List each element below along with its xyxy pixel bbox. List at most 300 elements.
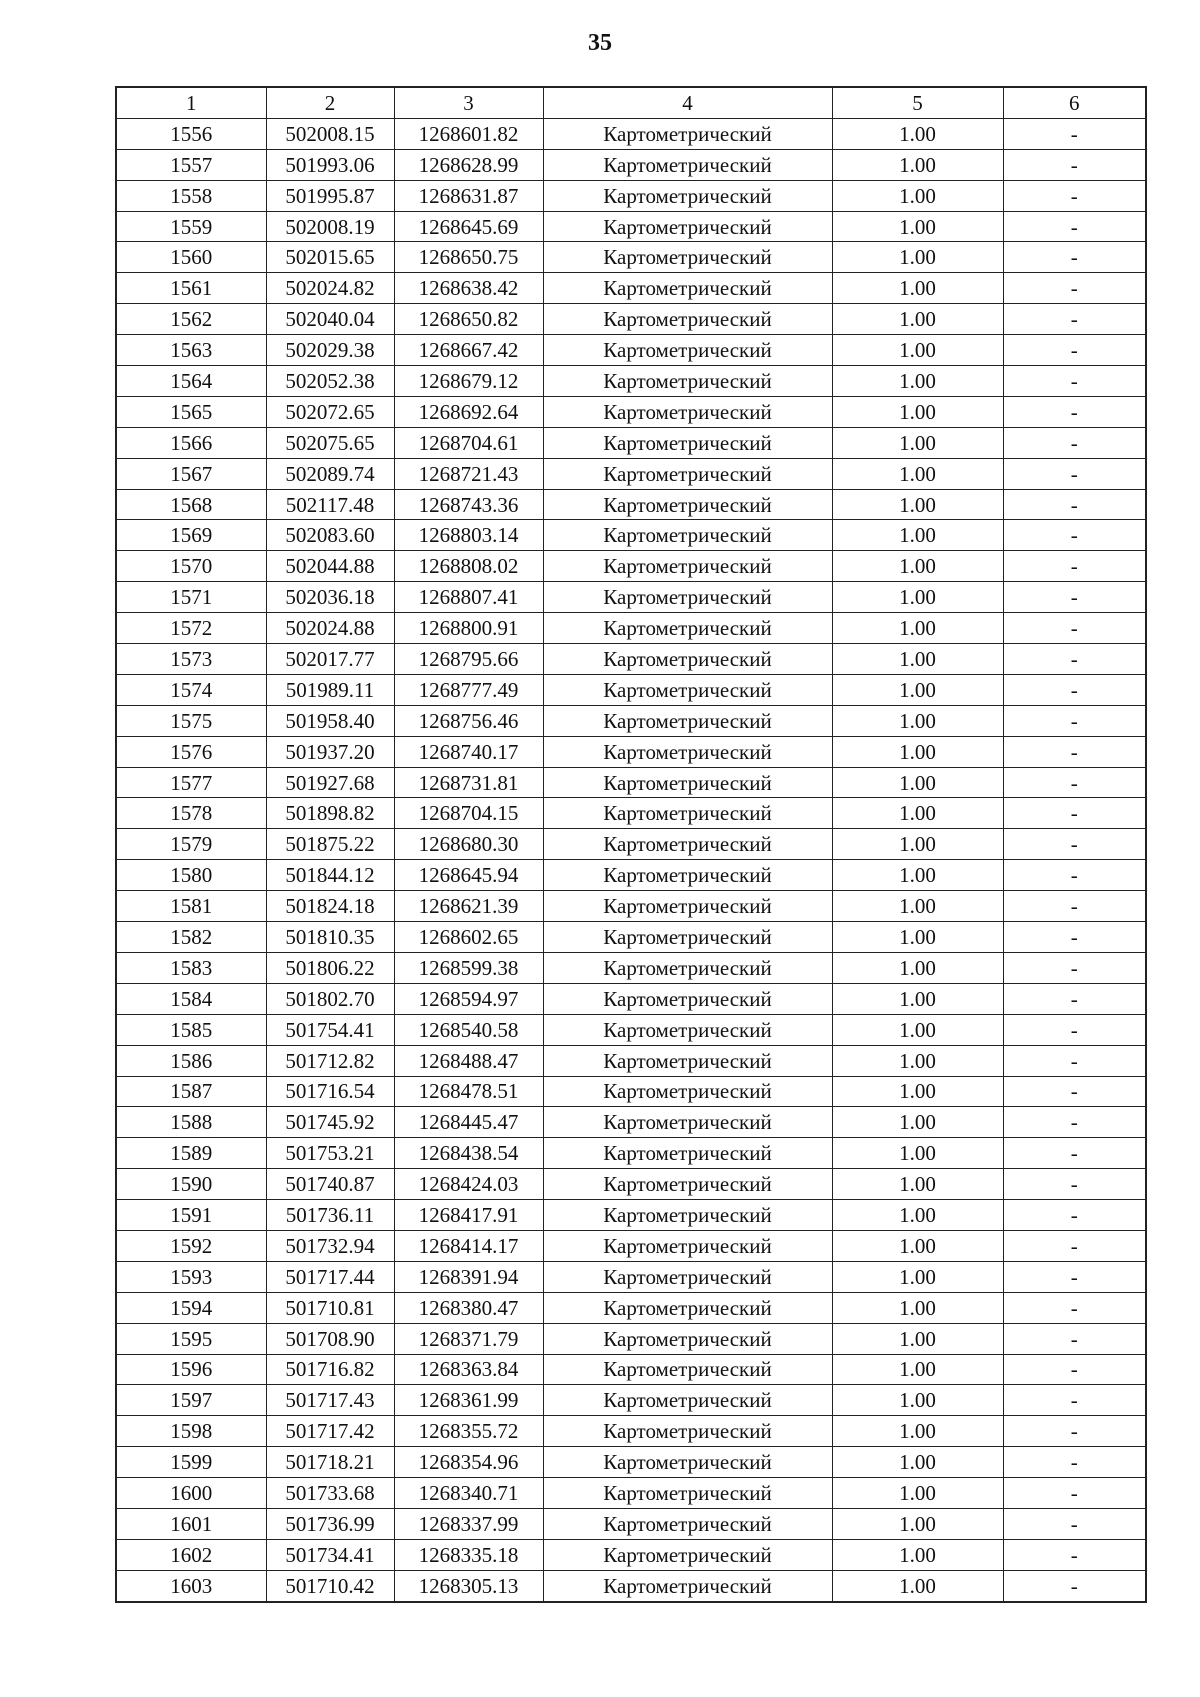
accuracy-cell: 1.00 <box>832 1169 1003 1200</box>
y-coordinate-cell: 1268800.91 <box>394 613 543 644</box>
method-cell: Картометрический <box>543 644 832 675</box>
method-cell: Картометрический <box>543 1508 832 1539</box>
point-number-cell: 1593 <box>116 1261 266 1292</box>
x-coordinate-cell: 502024.88 <box>266 613 394 644</box>
description-cell: - <box>1003 1508 1146 1539</box>
x-coordinate-cell: 501732.94 <box>266 1230 394 1261</box>
description-cell: - <box>1003 118 1146 149</box>
y-coordinate-cell: 1268679.12 <box>394 366 543 397</box>
table-row <box>116 1076 1146 1107</box>
point-number-cell: 1601 <box>116 1508 266 1539</box>
x-coordinate-cell: 502072.65 <box>266 396 394 427</box>
table-body <box>116 118 1146 1601</box>
method-cell: Картометрический <box>543 767 832 798</box>
description-cell: - <box>1003 1076 1146 1107</box>
accuracy-cell: 1.00 <box>832 613 1003 644</box>
y-coordinate-cell: 1268645.69 <box>394 211 543 242</box>
accuracy-cell: 1.00 <box>832 118 1003 149</box>
description-cell: - <box>1003 860 1146 891</box>
method-cell: Картометрический <box>543 582 832 613</box>
description-cell: - <box>1003 1014 1146 1045</box>
description-cell: - <box>1003 1447 1146 1478</box>
y-coordinate-cell: 1268354.96 <box>394 1447 543 1478</box>
accuracy-cell: 1.00 <box>832 1354 1003 1385</box>
x-coordinate-cell: 501754.41 <box>266 1014 394 1045</box>
table-row <box>116 242 1146 273</box>
accuracy-cell: 1.00 <box>832 1261 1003 1292</box>
x-coordinate-cell: 501745.92 <box>266 1107 394 1138</box>
table-row <box>116 613 1146 644</box>
y-coordinate-cell: 1268740.17 <box>394 736 543 767</box>
accuracy-cell: 1.00 <box>832 551 1003 582</box>
accuracy-cell: 1.00 <box>832 1292 1003 1323</box>
x-coordinate-cell: 502036.18 <box>266 582 394 613</box>
x-coordinate-cell: 501844.12 <box>266 860 394 891</box>
accuracy-cell: 1.00 <box>832 273 1003 304</box>
point-number-cell: 1572 <box>116 613 266 644</box>
accuracy-cell: 1.00 <box>832 520 1003 551</box>
table-row <box>116 860 1146 891</box>
method-cell: Картометрический <box>543 860 832 891</box>
description-cell: - <box>1003 891 1146 922</box>
description-cell: - <box>1003 1045 1146 1076</box>
accuracy-cell: 1.00 <box>832 1385 1003 1416</box>
point-number-cell: 1573 <box>116 644 266 675</box>
x-coordinate-cell: 501810.35 <box>266 922 394 953</box>
accuracy-cell: 1.00 <box>832 674 1003 705</box>
accuracy-cell: 1.00 <box>832 736 1003 767</box>
method-cell: Картометрический <box>543 1416 832 1447</box>
x-coordinate-cell: 501710.81 <box>266 1292 394 1323</box>
y-coordinate-cell: 1268380.47 <box>394 1292 543 1323</box>
method-cell: Картометрический <box>543 1447 832 1478</box>
point-number-cell: 1577 <box>116 767 266 798</box>
method-cell: Картометрический <box>543 891 832 922</box>
y-coordinate-cell: 1268337.99 <box>394 1508 543 1539</box>
method-cell: Картометрический <box>543 489 832 520</box>
description-cell: - <box>1003 1385 1146 1416</box>
accuracy-cell: 1.00 <box>832 705 1003 736</box>
y-coordinate-cell: 1268414.17 <box>394 1230 543 1261</box>
y-coordinate-cell: 1268704.15 <box>394 798 543 829</box>
accuracy-cell: 1.00 <box>832 983 1003 1014</box>
x-coordinate-cell: 501716.54 <box>266 1076 394 1107</box>
description-cell: - <box>1003 613 1146 644</box>
y-coordinate-cell: 1268540.58 <box>394 1014 543 1045</box>
table-row <box>116 1261 1146 1292</box>
method-cell: Картометрический <box>543 1169 832 1200</box>
description-cell: - <box>1003 1200 1146 1231</box>
x-coordinate-cell: 502024.82 <box>266 273 394 304</box>
y-coordinate-cell: 1268335.18 <box>394 1539 543 1570</box>
description-cell: - <box>1003 396 1146 427</box>
x-coordinate-cell: 501718.21 <box>266 1447 394 1478</box>
page-number: 35 <box>588 30 612 56</box>
point-number-cell: 1564 <box>116 366 266 397</box>
point-number-cell: 1586 <box>116 1045 266 1076</box>
x-coordinate-cell: 502017.77 <box>266 644 394 675</box>
table-row <box>116 705 1146 736</box>
description-cell: - <box>1003 1292 1146 1323</box>
table-row <box>116 180 1146 211</box>
point-number-cell: 1599 <box>116 1447 266 1478</box>
point-number-cell: 1582 <box>116 922 266 953</box>
accuracy-cell: 1.00 <box>832 1107 1003 1138</box>
method-cell: Картометрический <box>543 1230 832 1261</box>
point-number-cell: 1576 <box>116 736 266 767</box>
description-cell: - <box>1003 1169 1146 1200</box>
description-cell: - <box>1003 1230 1146 1261</box>
accuracy-cell: 1.00 <box>832 149 1003 180</box>
table-header <box>116 87 1146 118</box>
x-coordinate-cell: 501898.82 <box>266 798 394 829</box>
accuracy-cell: 1.00 <box>832 427 1003 458</box>
table-row <box>116 736 1146 767</box>
table-row <box>116 1416 1146 1447</box>
accuracy-cell: 1.00 <box>832 860 1003 891</box>
x-coordinate-cell: 501716.82 <box>266 1354 394 1385</box>
method-cell: Картометрический <box>543 1570 832 1601</box>
description-cell: - <box>1003 674 1146 705</box>
table-row <box>116 891 1146 922</box>
point-number-cell: 1575 <box>116 705 266 736</box>
x-coordinate-cell: 501993.06 <box>266 149 394 180</box>
table-row <box>116 211 1146 242</box>
y-coordinate-cell: 1268355.72 <box>394 1416 543 1447</box>
point-number-cell: 1592 <box>116 1230 266 1261</box>
method-cell: Картометрический <box>543 273 832 304</box>
y-coordinate-cell: 1268361.99 <box>394 1385 543 1416</box>
accuracy-cell: 1.00 <box>832 767 1003 798</box>
point-number-cell: 1568 <box>116 489 266 520</box>
description-cell: - <box>1003 736 1146 767</box>
table-row <box>116 1354 1146 1385</box>
method-cell: Картометрический <box>543 335 832 366</box>
point-number-cell: 1558 <box>116 180 266 211</box>
accuracy-cell: 1.00 <box>832 922 1003 953</box>
table-row <box>116 118 1146 149</box>
accuracy-cell: 1.00 <box>832 1478 1003 1509</box>
x-coordinate-cell: 501734.41 <box>266 1539 394 1570</box>
method-cell: Картометрический <box>543 1354 832 1385</box>
x-coordinate-cell: 501717.42 <box>266 1416 394 1447</box>
description-cell: - <box>1003 767 1146 798</box>
y-coordinate-cell: 1268808.02 <box>394 551 543 582</box>
description-cell: - <box>1003 427 1146 458</box>
y-coordinate-cell: 1268363.84 <box>394 1354 543 1385</box>
y-coordinate-cell: 1268777.49 <box>394 674 543 705</box>
method-cell: Картометрический <box>543 674 832 705</box>
table-row <box>116 1014 1146 1045</box>
method-cell: Картометрический <box>543 1261 832 1292</box>
x-coordinate-cell: 502008.19 <box>266 211 394 242</box>
x-coordinate-cell: 501736.11 <box>266 1200 394 1231</box>
description-cell: - <box>1003 1416 1146 1447</box>
x-coordinate-cell: 501958.40 <box>266 705 394 736</box>
y-coordinate-cell: 1268721.43 <box>394 458 543 489</box>
method-cell: Картометрический <box>543 705 832 736</box>
method-cell: Картометрический <box>543 118 832 149</box>
y-coordinate-cell: 1268731.81 <box>394 767 543 798</box>
method-cell: Картометрический <box>543 304 832 335</box>
point-number-cell: 1598 <box>116 1416 266 1447</box>
y-coordinate-cell: 1268594.97 <box>394 983 543 1014</box>
x-coordinate-cell: 502015.65 <box>266 242 394 273</box>
accuracy-cell: 1.00 <box>832 1508 1003 1539</box>
point-number-cell: 1563 <box>116 335 266 366</box>
y-coordinate-cell: 1268650.82 <box>394 304 543 335</box>
header-row <box>116 87 1146 118</box>
table-row <box>116 1292 1146 1323</box>
accuracy-cell: 1.00 <box>832 211 1003 242</box>
description-cell: - <box>1003 242 1146 273</box>
x-coordinate-cell: 502052.38 <box>266 366 394 397</box>
y-coordinate-cell: 1268621.39 <box>394 891 543 922</box>
table-row <box>116 1138 1146 1169</box>
table-row <box>116 520 1146 551</box>
method-cell: Картометрический <box>543 396 832 427</box>
method-cell: Картометрический <box>543 1478 832 1509</box>
accuracy-cell: 1.00 <box>832 1200 1003 1231</box>
y-coordinate-cell: 1268704.61 <box>394 427 543 458</box>
accuracy-cell: 1.00 <box>832 829 1003 860</box>
y-coordinate-cell: 1268628.99 <box>394 149 543 180</box>
method-cell: Картометрический <box>543 736 832 767</box>
accuracy-cell: 1.00 <box>832 1014 1003 1045</box>
accuracy-cell: 1.00 <box>832 242 1003 273</box>
description-cell: - <box>1003 922 1146 953</box>
coordinates-table <box>115 86 1147 1603</box>
description-cell: - <box>1003 366 1146 397</box>
x-coordinate-cell: 501708.90 <box>266 1323 394 1354</box>
accuracy-cell: 1.00 <box>832 1570 1003 1601</box>
table-row <box>116 1323 1146 1354</box>
y-coordinate-cell: 1268599.38 <box>394 952 543 983</box>
description-cell: - <box>1003 1138 1146 1169</box>
x-coordinate-cell: 502044.88 <box>266 551 394 582</box>
description-cell: - <box>1003 1570 1146 1601</box>
x-coordinate-cell: 501927.68 <box>266 767 394 798</box>
point-number-cell: 1590 <box>116 1169 266 1200</box>
point-number-cell: 1574 <box>116 674 266 705</box>
x-coordinate-cell: 501753.21 <box>266 1138 394 1169</box>
x-coordinate-cell: 501717.44 <box>266 1261 394 1292</box>
y-coordinate-cell: 1268743.36 <box>394 489 543 520</box>
header-cell-1: 1 <box>116 87 266 118</box>
point-number-cell: 1585 <box>116 1014 266 1045</box>
y-coordinate-cell: 1268795.66 <box>394 644 543 675</box>
y-coordinate-cell: 1268371.79 <box>394 1323 543 1354</box>
accuracy-cell: 1.00 <box>832 1138 1003 1169</box>
description-cell: - <box>1003 1354 1146 1385</box>
description-cell: - <box>1003 273 1146 304</box>
table-row <box>116 674 1146 705</box>
method-cell: Картометрический <box>543 366 832 397</box>
y-coordinate-cell: 1268667.42 <box>394 335 543 366</box>
table-row <box>116 551 1146 582</box>
x-coordinate-cell: 501712.82 <box>266 1045 394 1076</box>
x-coordinate-cell: 501995.87 <box>266 180 394 211</box>
method-cell: Картометрический <box>543 1107 832 1138</box>
x-coordinate-cell: 501717.43 <box>266 1385 394 1416</box>
method-cell: Картометрический <box>543 1014 832 1045</box>
accuracy-cell: 1.00 <box>832 1045 1003 1076</box>
y-coordinate-cell: 1268305.13 <box>394 1570 543 1601</box>
table-row <box>116 366 1146 397</box>
header-cell-3: 3 <box>394 87 543 118</box>
point-number-cell: 1580 <box>116 860 266 891</box>
y-coordinate-cell: 1268803.14 <box>394 520 543 551</box>
method-cell: Картометрический <box>543 427 832 458</box>
table-row <box>116 273 1146 304</box>
description-cell: - <box>1003 489 1146 520</box>
y-coordinate-cell: 1268638.42 <box>394 273 543 304</box>
description-cell: - <box>1003 149 1146 180</box>
table-row <box>116 489 1146 520</box>
y-coordinate-cell: 1268631.87 <box>394 180 543 211</box>
accuracy-cell: 1.00 <box>832 891 1003 922</box>
header-cell-4: 4 <box>543 87 832 118</box>
table-row <box>116 458 1146 489</box>
point-number-cell: 1587 <box>116 1076 266 1107</box>
description-cell: - <box>1003 705 1146 736</box>
method-cell: Картометрический <box>543 798 832 829</box>
method-cell: Картометрический <box>543 1138 832 1169</box>
method-cell: Картометрический <box>543 458 832 489</box>
description-cell: - <box>1003 829 1146 860</box>
y-coordinate-cell: 1268340.71 <box>394 1478 543 1509</box>
x-coordinate-cell: 501937.20 <box>266 736 394 767</box>
point-number-cell: 1597 <box>116 1385 266 1416</box>
accuracy-cell: 1.00 <box>832 1447 1003 1478</box>
point-number-cell: 1595 <box>116 1323 266 1354</box>
x-coordinate-cell: 502029.38 <box>266 335 394 366</box>
method-cell: Картометрический <box>543 1045 832 1076</box>
point-number-cell: 1566 <box>116 427 266 458</box>
point-number-cell: 1578 <box>116 798 266 829</box>
description-cell: - <box>1003 304 1146 335</box>
y-coordinate-cell: 1268417.91 <box>394 1200 543 1231</box>
point-number-cell: 1569 <box>116 520 266 551</box>
table-row <box>116 1045 1146 1076</box>
table-row <box>116 1107 1146 1138</box>
x-coordinate-cell: 502040.04 <box>266 304 394 335</box>
accuracy-cell: 1.00 <box>832 304 1003 335</box>
description-cell: - <box>1003 983 1146 1014</box>
method-cell: Картометрический <box>543 952 832 983</box>
accuracy-cell: 1.00 <box>832 644 1003 675</box>
x-coordinate-cell: 502075.65 <box>266 427 394 458</box>
description-cell: - <box>1003 798 1146 829</box>
table-row <box>116 335 1146 366</box>
method-cell: Картометрический <box>543 180 832 211</box>
point-number-cell: 1560 <box>116 242 266 273</box>
x-coordinate-cell: 502008.15 <box>266 118 394 149</box>
point-number-cell: 1579 <box>116 829 266 860</box>
header-cell-2: 2 <box>266 87 394 118</box>
y-coordinate-cell: 1268807.41 <box>394 582 543 613</box>
description-cell: - <box>1003 1323 1146 1354</box>
x-coordinate-cell: 501710.42 <box>266 1570 394 1601</box>
method-cell: Картометрический <box>543 149 832 180</box>
x-coordinate-cell: 502117.48 <box>266 489 394 520</box>
method-cell: Картометрический <box>543 211 832 242</box>
y-coordinate-cell: 1268478.51 <box>394 1076 543 1107</box>
accuracy-cell: 1.00 <box>832 1076 1003 1107</box>
y-coordinate-cell: 1268445.47 <box>394 1107 543 1138</box>
x-coordinate-cell: 502083.60 <box>266 520 394 551</box>
header-cell-5: 5 <box>832 87 1003 118</box>
accuracy-cell: 1.00 <box>832 1416 1003 1447</box>
method-cell: Картометрический <box>543 1539 832 1570</box>
y-coordinate-cell: 1268756.46 <box>394 705 543 736</box>
description-cell: - <box>1003 1107 1146 1138</box>
accuracy-cell: 1.00 <box>832 1323 1003 1354</box>
table-row <box>116 427 1146 458</box>
description-cell: - <box>1003 644 1146 675</box>
method-cell: Картометрический <box>543 551 832 582</box>
table-row <box>116 1230 1146 1261</box>
point-number-cell: 1559 <box>116 211 266 242</box>
accuracy-cell: 1.00 <box>832 1230 1003 1261</box>
y-coordinate-cell: 1268645.94 <box>394 860 543 891</box>
accuracy-cell: 1.00 <box>832 366 1003 397</box>
x-coordinate-cell: 501875.22 <box>266 829 394 860</box>
y-coordinate-cell: 1268680.30 <box>394 829 543 860</box>
method-cell: Картометрический <box>543 1385 832 1416</box>
point-number-cell: 1594 <box>116 1292 266 1323</box>
x-coordinate-cell: 501740.87 <box>266 1169 394 1200</box>
table-row <box>116 952 1146 983</box>
point-number-cell: 1588 <box>116 1107 266 1138</box>
table-row <box>116 767 1146 798</box>
description-cell: - <box>1003 952 1146 983</box>
point-number-cell: 1567 <box>116 458 266 489</box>
table-row <box>116 1200 1146 1231</box>
method-cell: Картометрический <box>543 242 832 273</box>
method-cell: Картометрический <box>543 983 832 1014</box>
table-row <box>116 798 1146 829</box>
x-coordinate-cell: 501733.68 <box>266 1478 394 1509</box>
table-row <box>116 304 1146 335</box>
table-row <box>116 1385 1146 1416</box>
description-cell: - <box>1003 551 1146 582</box>
point-number-cell: 1570 <box>116 551 266 582</box>
header-cell-6: 6 <box>1003 87 1146 118</box>
point-number-cell: 1600 <box>116 1478 266 1509</box>
x-coordinate-cell: 501736.99 <box>266 1508 394 1539</box>
method-cell: Картометрический <box>543 613 832 644</box>
table-row <box>116 582 1146 613</box>
x-coordinate-cell: 502089.74 <box>266 458 394 489</box>
method-cell: Картометрический <box>543 520 832 551</box>
description-cell: - <box>1003 211 1146 242</box>
y-coordinate-cell: 1268650.75 <box>394 242 543 273</box>
x-coordinate-cell: 501806.22 <box>266 952 394 983</box>
description-cell: - <box>1003 582 1146 613</box>
point-number-cell: 1584 <box>116 983 266 1014</box>
description-cell: - <box>1003 458 1146 489</box>
point-number-cell: 1557 <box>116 149 266 180</box>
accuracy-cell: 1.00 <box>832 458 1003 489</box>
point-number-cell: 1565 <box>116 396 266 427</box>
accuracy-cell: 1.00 <box>832 335 1003 366</box>
y-coordinate-cell: 1268692.64 <box>394 396 543 427</box>
table-row <box>116 396 1146 427</box>
y-coordinate-cell: 1268488.47 <box>394 1045 543 1076</box>
x-coordinate-cell: 501802.70 <box>266 983 394 1014</box>
description-cell: - <box>1003 180 1146 211</box>
